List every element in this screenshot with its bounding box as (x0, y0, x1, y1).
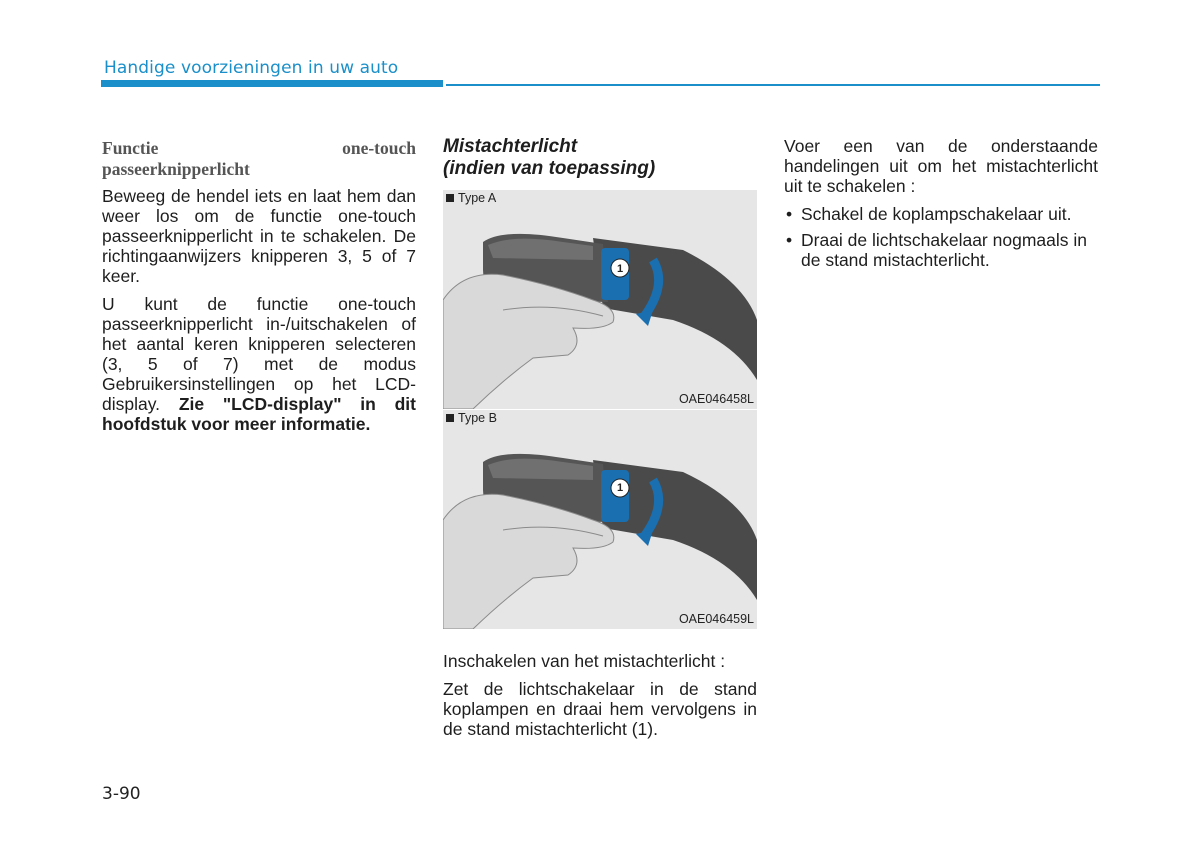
column-1 (102, 138, 416, 442)
column-3 (784, 136, 1098, 276)
header-rule-thin (446, 84, 1100, 86)
figure-type-a (443, 190, 757, 409)
column-2 (443, 136, 757, 180)
square-bullet-icon (446, 414, 454, 422)
figure-type-b (443, 409, 757, 629)
figure-a-marker: 1 (616, 263, 624, 275)
section-title-rear-fog (443, 136, 757, 180)
paragraph-settings-text: U kunt de functie one-touch passeerknipperlicht in-/uitschakelen of het aantal keren knipperen selecteren (3, 5 of 7) met de modus Gebruikersinstellingen op het LCD-display. (102, 294, 416, 414)
header-rule-thick (101, 80, 443, 87)
figure-a-label (446, 191, 496, 205)
list-item-text: Draai de lichtschakelaar nogmaals in de stand mistachterlicht. (801, 230, 1087, 270)
section-title-one-touch (102, 138, 416, 180)
bullet-dot-icon: • (786, 230, 793, 250)
paragraph-rear-fog-off-intro: Voer een van de onderstaande handelingen uit om het mistachterlicht uit te schakelen : (784, 136, 1098, 196)
figure-a-code: OAE046458L (678, 392, 754, 406)
paragraph-rear-fog-on-label: Inschakelen van het mistachterlicht : (443, 651, 726, 671)
section-title-rear-fog-line-1: Mistachterlicht (443, 136, 578, 157)
figure-a-label-text: Type A (458, 191, 497, 205)
paragraph-settings-reference: Zie "LCD-display" in dit hoofdstuk voor meer informatie. (102, 394, 416, 434)
page-number: 3-90 (102, 784, 141, 804)
list-item-text: Schakel de koplampschakelaar uit. (801, 204, 1072, 224)
lever-illustration-a (443, 190, 757, 409)
lever-illustration-b (443, 410, 757, 629)
paragraph-rear-fog-on-steps: Zet de lichtschakelaar in de stand koplampen en draai hem vervolgens in de stand mistachterlicht (1). (443, 679, 757, 739)
column-2-text (443, 651, 757, 747)
section-title-rear-fog-line-2: (indien van toepassing) (443, 158, 656, 179)
paragraph-one-touch-usage: Beweeg de hendel iets en laat hem dan weer los om de functie one-touch passeerknipperlicht in te schakelen. De richtingaanwijzers knipperen 3, 5 of 7 keer. (102, 186, 416, 286)
list-item (784, 204, 1098, 224)
bullet-list-rear-fog-off (784, 204, 1098, 270)
section-title-line-2: passeerknipperlicht (102, 159, 250, 179)
paragraph-one-touch-settings (102, 294, 416, 434)
bullet-dot-icon: • (786, 204, 793, 224)
section-title-word-2: one-touch (342, 138, 416, 158)
figure-b-label-text: Type B (458, 411, 497, 425)
list-item (784, 230, 1098, 270)
figure-b-label (446, 411, 497, 425)
section-title-word-1: Functie (102, 138, 159, 158)
figure-b-marker: 1 (616, 482, 624, 494)
running-header: Handige voorzieningen in uw auto (104, 58, 399, 78)
figure-b-code: OAE046459L (678, 612, 754, 626)
square-bullet-icon (446, 194, 454, 202)
